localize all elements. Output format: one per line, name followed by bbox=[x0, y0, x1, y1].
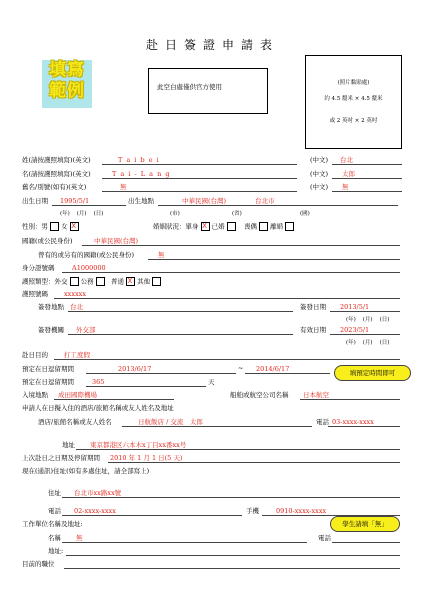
given-name-cn-label: (中文) bbox=[310, 170, 329, 178]
mobile-label: 手機 bbox=[246, 507, 259, 515]
employer-tel-line bbox=[332, 542, 400, 543]
surname-cn-line bbox=[332, 164, 402, 165]
stamp-line-1: 填寫 bbox=[49, 60, 85, 80]
employer-tel-label: 電話 bbox=[318, 534, 331, 542]
issue-date-line bbox=[330, 311, 400, 312]
official-use-box bbox=[148, 68, 268, 114]
dob-label: 出生日期 bbox=[22, 197, 48, 205]
period-from-line bbox=[86, 373, 236, 374]
nationality-line bbox=[82, 245, 400, 246]
form-title: 赴日簽證申請表 bbox=[146, 38, 280, 52]
id-number-value[interactable]: A1000000 bbox=[72, 264, 106, 272]
marital-label: 婚姻狀況：單身 bbox=[153, 222, 199, 231]
expiry-value[interactable]: 2023/5/1 bbox=[340, 326, 370, 334]
position-label: 目前的職位 bbox=[22, 560, 55, 568]
pob-city[interactable]: 台北市 bbox=[255, 197, 275, 205]
issue-date-value[interactable]: 2013/5/1 bbox=[340, 303, 370, 311]
widowed-label: 喪偶 bbox=[244, 222, 257, 231]
period-tilde: ~ bbox=[238, 364, 244, 372]
position-line bbox=[64, 568, 400, 569]
authority-value[interactable]: 外交部 bbox=[76, 326, 96, 334]
married-label: 已婚 bbox=[211, 222, 225, 231]
single-checkbox[interactable] bbox=[201, 222, 210, 231]
photo-box bbox=[305, 55, 402, 149]
hotel-name-value[interactable]: 日航飯店 / 交流 太郎 bbox=[138, 418, 203, 426]
hotel-intro: 申請人在日擬入住的酒店/旅館名稱或友人姓名及地址 bbox=[22, 404, 174, 412]
hotel-address-label: 地址 bbox=[62, 441, 75, 449]
passport-type-row bbox=[22, 277, 161, 286]
authority-label: 簽發機關 bbox=[38, 326, 64, 334]
nationality-value[interactable]: 中華民國(台灣) bbox=[94, 237, 139, 245]
passport-type-label: 護照類型：外交 bbox=[22, 277, 68, 286]
other-name-value[interactable]: 無 bbox=[120, 183, 127, 191]
photo-line-1: (照片黏貼處) bbox=[337, 80, 370, 86]
given-name-label: 名(請按護照填寫)(英文) bbox=[22, 170, 91, 178]
former-nationality-label: 曾有的或另有的國籍(或公民身份) bbox=[38, 251, 135, 259]
surname-cn-value[interactable]: 台北 bbox=[340, 156, 353, 164]
employer-name-line bbox=[62, 542, 307, 543]
address-line bbox=[62, 497, 400, 498]
employer-name-label: 名稱 bbox=[48, 534, 61, 542]
given-name-line bbox=[102, 178, 297, 179]
employer-intro: 工作單位名稱及地址: bbox=[22, 520, 83, 528]
sex-female-label: 女 bbox=[61, 222, 68, 231]
ordinary-checkbox[interactable] bbox=[126, 277, 135, 286]
issue-date-sub-label: (年) (月) (日) bbox=[346, 317, 390, 323]
other-name-cn-line bbox=[332, 191, 402, 192]
photo-line-2: 約 4.5 釐米 × 4.5 釐米 bbox=[324, 96, 383, 102]
tel-label: 電話 bbox=[48, 507, 61, 515]
length-label: 預定在日逗留期間 bbox=[22, 378, 74, 386]
sex-female-checkbox[interactable] bbox=[70, 222, 79, 231]
airline-value[interactable]: 日本航空 bbox=[303, 391, 329, 399]
purpose-label: 赴日目的 bbox=[22, 351, 48, 359]
employer-address-line bbox=[66, 555, 400, 556]
issue-place-line bbox=[68, 311, 293, 312]
province-sub-label: (省) bbox=[232, 211, 242, 217]
passport-number-label: 護照號碼 bbox=[22, 290, 48, 298]
hotel-tel-line bbox=[328, 426, 400, 427]
id-number-line bbox=[62, 272, 400, 273]
hotel-tel-label: 電話 bbox=[316, 418, 329, 426]
passport-number-line bbox=[54, 298, 400, 299]
pob-country[interactable]: 中華民國(台灣) bbox=[182, 197, 227, 205]
expiry-line bbox=[330, 334, 400, 335]
dob-sub-label: (年) (月) (日) bbox=[60, 211, 104, 217]
country-sub-label: (國) bbox=[300, 211, 310, 217]
issue-place-value[interactable]: 台北 bbox=[70, 303, 83, 311]
former-nationality-line bbox=[148, 259, 400, 260]
expiry-label: 有效日期 bbox=[300, 326, 326, 334]
divorced-checkbox[interactable] bbox=[285, 222, 294, 231]
id-number-label: 身分證號碼 bbox=[22, 264, 55, 272]
other-name-label: 舊名/別號(如有)(英文) bbox=[22, 183, 87, 191]
period-to-value[interactable]: 2014/6/17 bbox=[256, 365, 290, 373]
diplomatic-checkbox[interactable] bbox=[70, 277, 79, 286]
given-name-cn-line bbox=[332, 178, 402, 179]
period-label: 預定在日逗留期間 bbox=[22, 365, 74, 373]
hotel-address-value[interactable]: 東京都港区六本木x丁目xx番xx号 bbox=[90, 441, 187, 449]
current-address-intro: 現在(通訊)住址(如有多處住址，請全部寫上) bbox=[22, 467, 150, 475]
purpose-line bbox=[54, 359, 400, 360]
airline-label: 船舶或航空公司名稱 bbox=[230, 391, 289, 399]
pob-label: 出生地點 bbox=[128, 197, 154, 205]
nationality-label: 國籍(或公民身份) bbox=[22, 237, 73, 245]
official-use-text: 此空白處僅供官方使用 bbox=[157, 83, 222, 91]
widowed-checkbox[interactable] bbox=[259, 222, 268, 231]
sample-stamp bbox=[42, 60, 92, 108]
sex-row bbox=[22, 222, 79, 231]
given-name-value[interactable]: T a i - L a n g bbox=[112, 170, 171, 178]
hotel-address-line bbox=[76, 449, 400, 450]
mobile-value[interactable]: 0910-xxxx-xxxx bbox=[276, 507, 327, 515]
other-checkbox[interactable] bbox=[152, 277, 161, 286]
stamp-line-2: 範例 bbox=[49, 81, 85, 101]
given-name-cn-value[interactable]: 太郎 bbox=[342, 170, 355, 178]
passport-number-value[interactable]: xxxxxx bbox=[64, 290, 86, 298]
other-label: 其他 bbox=[137, 277, 151, 286]
port-label: 入境地點 bbox=[22, 391, 48, 399]
city-sub-label: (市) bbox=[170, 211, 180, 217]
hotel-name-line bbox=[122, 426, 312, 427]
port-line bbox=[54, 399, 174, 400]
expiry-sub-label: (年) (月) (日) bbox=[346, 340, 390, 346]
employer-address-label: 地址: bbox=[48, 547, 64, 555]
official-checkbox[interactable] bbox=[96, 277, 105, 286]
tel-line bbox=[62, 515, 242, 516]
length-unit: 天 bbox=[208, 378, 215, 386]
issue-place-label: 簽發地點 bbox=[38, 303, 64, 311]
period-from-value[interactable]: 2013/6/17 bbox=[118, 365, 152, 373]
sex-male-checkbox[interactable] bbox=[50, 222, 59, 231]
divorced-label: 離婚 bbox=[270, 222, 284, 231]
last-stay-value[interactable]: 2010 年 1 月 1 日(5 天) bbox=[110, 454, 183, 462]
last-stay-label: 上次赴日之日期及停留期間 bbox=[22, 454, 100, 462]
dob-line bbox=[52, 205, 126, 206]
employer-name-value[interactable]: 無 bbox=[76, 534, 83, 542]
length-value[interactable]: 365 bbox=[92, 378, 105, 386]
period-to-line bbox=[245, 373, 330, 374]
former-nationality-value[interactable]: 無 bbox=[158, 251, 165, 259]
purpose-value[interactable]: 打工度假 bbox=[64, 351, 90, 359]
surname-line bbox=[102, 164, 297, 165]
other-name-cn-label: (中文) bbox=[310, 183, 329, 191]
student-note-callout: 學生請填「無」 bbox=[330, 516, 400, 532]
pob-line bbox=[158, 205, 398, 206]
dob-value[interactable]: 1995/5/1 bbox=[60, 197, 90, 205]
tel-value[interactable]: 02-xxxx-xxxx bbox=[74, 507, 116, 515]
authority-line bbox=[68, 334, 293, 335]
hotel-name-label: 酒店/旅館名稱或友人姓名 bbox=[38, 418, 112, 426]
address-label: 住址 bbox=[48, 489, 61, 497]
airline-line bbox=[300, 399, 400, 400]
sex-label: 性別：男 bbox=[22, 222, 48, 231]
surname-value[interactable]: T a i b e i bbox=[118, 156, 160, 164]
other-name-cn-value[interactable]: 無 bbox=[342, 183, 349, 191]
length-line bbox=[86, 386, 206, 387]
official-label: 公務 bbox=[80, 277, 94, 286]
surname-cn-label: (中文) bbox=[310, 156, 329, 164]
port-value[interactable]: 成田國際機場 bbox=[58, 391, 97, 399]
issue-date-label: 簽發日期 bbox=[300, 303, 326, 311]
ordinary-label: 普通 bbox=[110, 277, 124, 286]
photo-line-3: 或 2 英吋 × 2 英吋 bbox=[329, 118, 378, 124]
other-name-line bbox=[102, 191, 297, 192]
last-stay-line bbox=[108, 462, 400, 463]
period-note-callout: 填預定時間即可 bbox=[334, 365, 411, 381]
marital-row bbox=[153, 222, 294, 231]
married-checkbox[interactable] bbox=[227, 222, 236, 231]
surname-label: 姓(請按護照填寫)(英文) bbox=[22, 156, 91, 164]
address-value[interactable]: 台北市xx路xx號 bbox=[74, 489, 122, 497]
hotel-tel-value[interactable]: 03-xxxx-xxxx bbox=[332, 418, 374, 426]
